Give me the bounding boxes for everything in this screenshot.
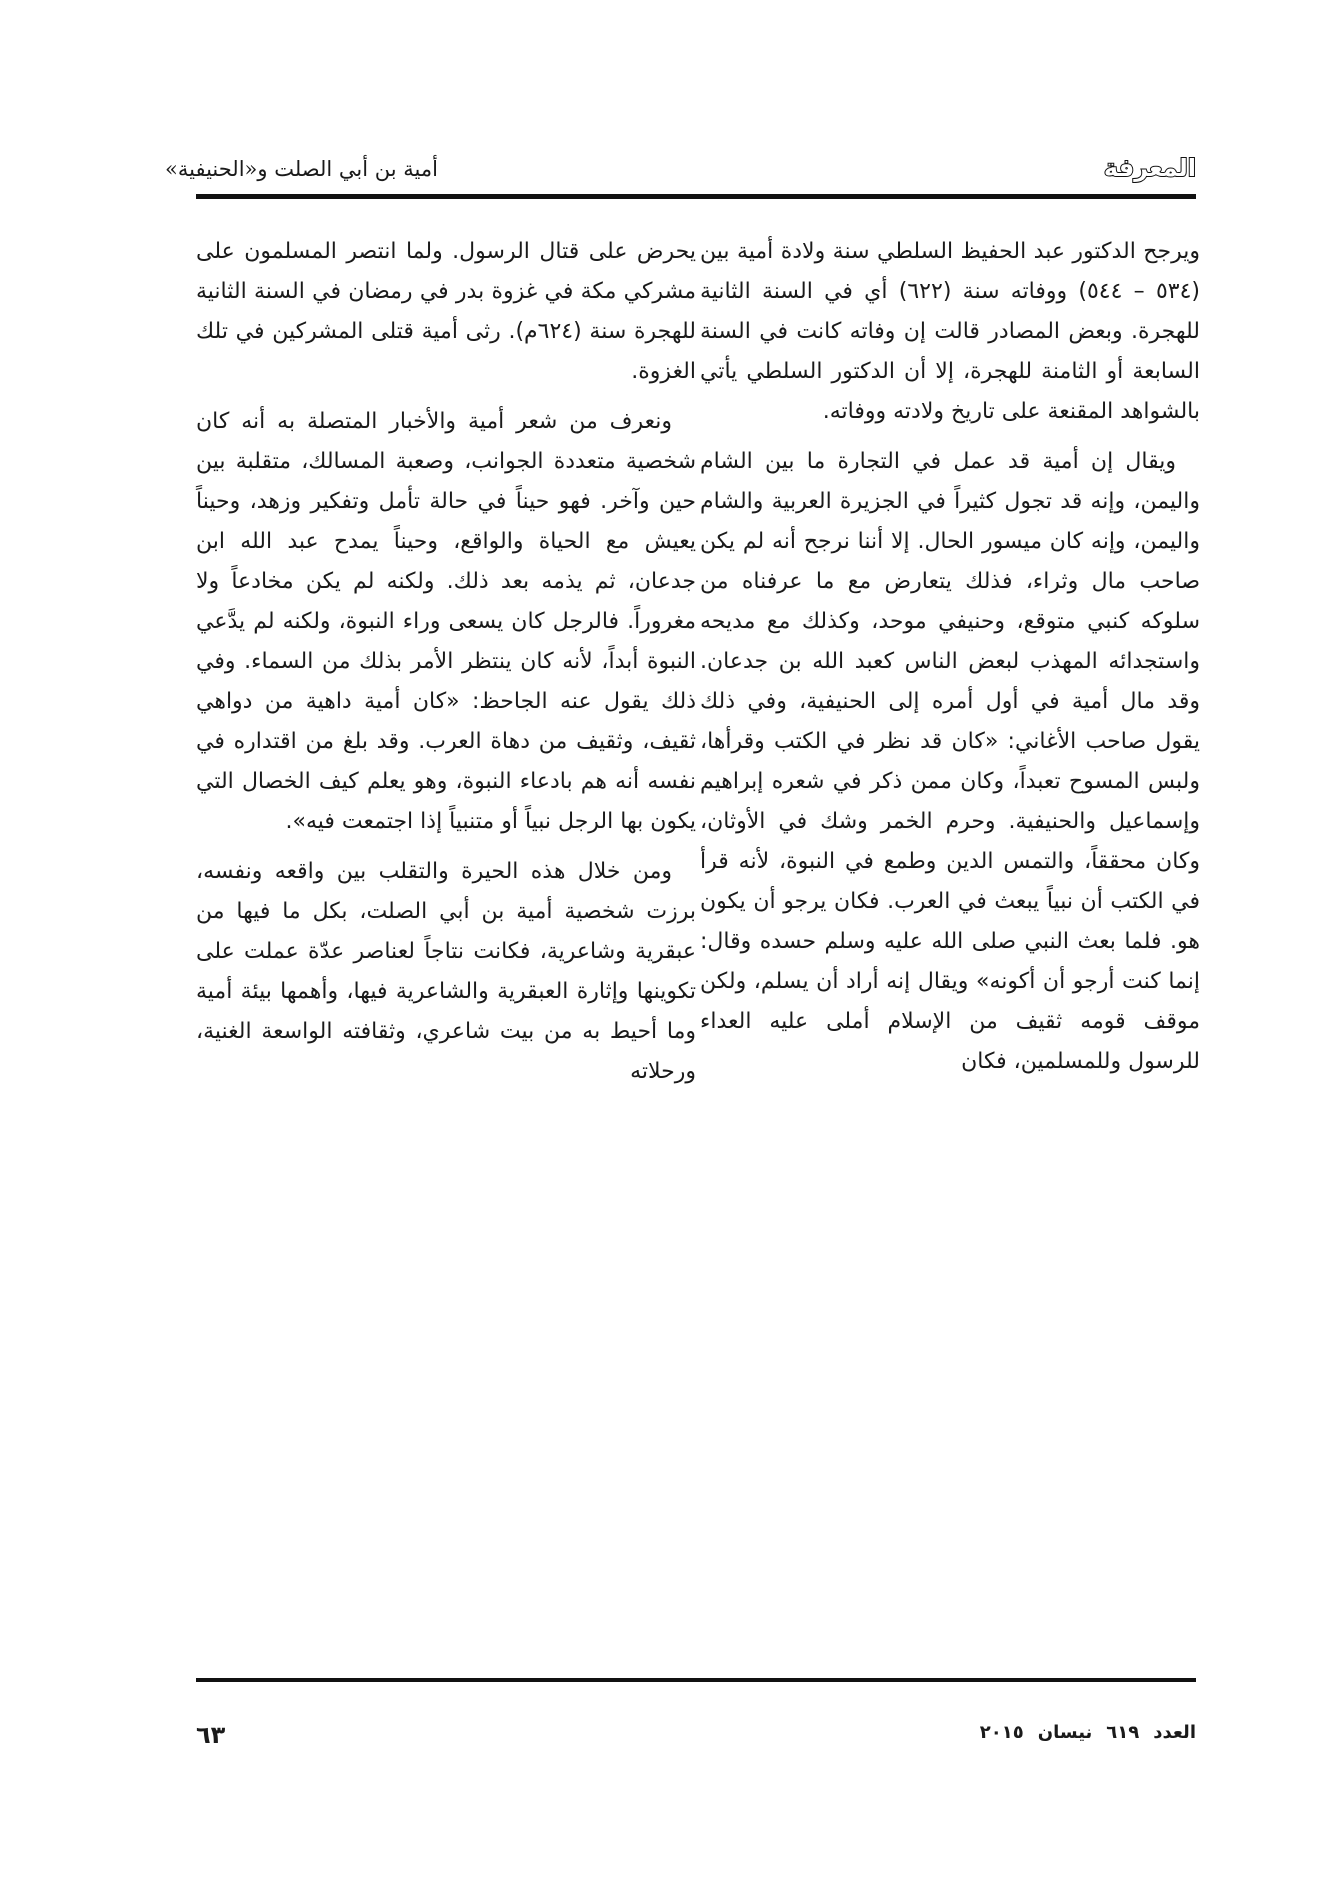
running-title: أمية بن أبي الصلت و«الحنيفية»: [165, 157, 438, 181]
issue-year: ٢٠١٥: [979, 1722, 1024, 1743]
paragraph: ويرجح الدكتور عبد الحفيظ السلطي سنة ولادة أمية بين (٥٣٤ – ٥٤٤) ووفاته سنة (٦٢٢) أي في السنة الثانية للهجرة. وبعض المصادر قالت إن وفاته كانت في السنة السابعة أو الثامنة للهجرة، إلا أن الدكتور السلطي يأتي بالشواهد المقنعة على تاريخ ولادته ووفاته.: [700, 239, 1200, 424]
header-rule: [196, 194, 1196, 199]
footer-rule: [196, 1678, 1196, 1682]
issue-info: [880, 1718, 1196, 1748]
paragraph: ويقال إن أمية قد عمل في التجارة ما بين الشام واليمن، وإنه قد تجول كثيراً في الجزيرة العربية والشام واليمن، وإنه كان ميسور الحال. إلا أننا نرجح أنه لم يكن صاحب مال وثراء، فذلك يتعارض مع ما عرفناه من سلوكه كنبي متوقع، وحنيفي موحد، وكذلك مع مديحه واستجدائه المهذب لبعض الناس كعبد الله بن جدعان. وقد مال أمية في أول أمره إلى الحنيفية، وفي ذلك يقول صاحب الأغاني: «كان قد نظر في الكتب وقرأها، ولبس المسوح تعبداً، وكان ممن ذكر في شعره إبراهيم وإسماعيل والحنيفية. وحرم الخمر وشك في الأوثان، وكان محققاً، والتمس الدين وطمع في النبوة، لأنه قرأ في الكتب أن نبياً يبعث في العرب. فكان يرجو أن يكون هو. فلما بعث النبي صلى الله عليه وسلم حسده وقال: إنما كنت أرجو أن أكونه» ويقال إنه أراد أن يسلم، ولكن موقف قومه ثقيف من الإسلام أملى عليه العداء للرسول وللمسلمين، فكان: [700, 449, 1200, 1074]
text-column-right: [700, 232, 1200, 1082]
text-column-left: [196, 232, 696, 1092]
page-number: ٦٣: [196, 1721, 226, 1749]
issue-label: العدد: [1153, 1722, 1196, 1743]
paragraph: ونعرف من شعر أمية والأخبار المتصلة به أنه كان شخصية متعددة الجوانب، وصعبة المسالك، متقلبة بين حين وآخر. فهو حيناً في حالة تأمل وتفكير وزهد، وحيناً يعيش مع الحياة والواقع، وحيناً يمدح عبد الله ابن جدعان، ثم يذمه بعد ذلك. ولكنه لم يكن مخادعاً ولا مغروراً. فالرجل كان يسعى وراء النبوة، ولكنه لم يدَّعي النبوة أبداً، لأنه كان ينتظر الأمر بذلك من السماء. وفي ذلك يقول عنه الجاحظ: «كان أمية داهية من دواهي ثقيف، وثقيف من دهاة العرب. وقد بلغ من اقتداره في نفسه أنه هم بادعاء النبوة، وهو يعلم كيف الخصال التي يكون بها الرجل نبياً أو متنبياً إذا اجتمعت فيه».: [196, 409, 696, 834]
paragraph: ومن خلال هذه الحيرة والتقلب بين واقعه ونفسه، برزت شخصية أمية بن أبي الصلت، بكل ما فيها من عبقرية وشاعرية، فكانت نتاجاً لعناصر عدّة عملت على تكوينها وإثارة العبقرية والشاعرية فيها، وأهمها بيئة أمية وما أحيط به من بيت شاعري، وثقافته الواسعة الغنية، ورحلاته: [196, 859, 696, 1084]
magazine-logo: المعرفة: [1103, 154, 1196, 182]
issue-month: نيسان: [1037, 1722, 1093, 1743]
paragraph: يحرض على قتال الرسول. ولما انتصر المسلمون على مشركي مكة في غزوة بدر في رمضان في السنة الثانية للهجرة سنة (٦٢٤م). رثى أمية قتلى المشركين في تلك الغزوة.: [196, 239, 696, 384]
issue-number: ٦١٩: [1106, 1722, 1140, 1743]
